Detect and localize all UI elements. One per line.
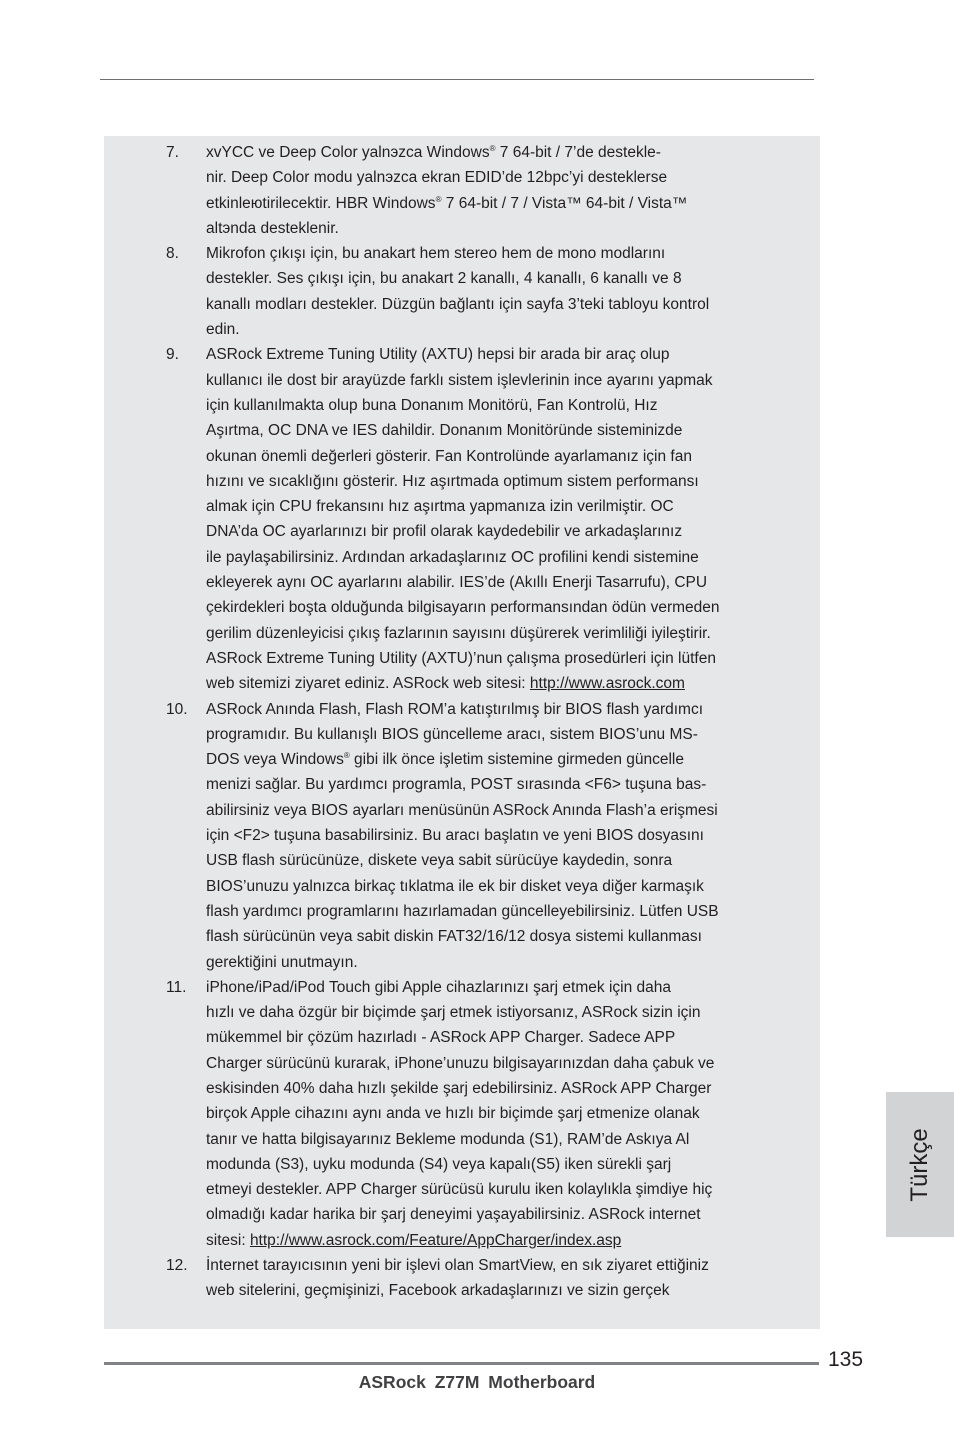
text-line <box>206 1228 772 1253</box>
text-segment: etkinleюtirilecektir. HBR Windows <box>206 194 436 212</box>
text-line <box>206 418 772 443</box>
item-number: 12. <box>166 1257 188 1275</box>
text-segment: okunan önemli değerleri gösterir. Fan Kontrolünde ayarlamanız için fan <box>206 447 692 465</box>
text-line <box>206 216 772 241</box>
text-segment: kullanıcı ile dost bir arayüzde farklı sistem işlevlerinin ince ayarını yapmak <box>206 371 713 389</box>
text-line <box>206 798 772 823</box>
text-segment: menizi sağlar. Bu yardımcı programla, POST sırasında <F6> tuşuna bas- <box>206 776 707 794</box>
text-line <box>206 191 772 216</box>
text-line <box>206 772 772 797</box>
text-line <box>206 595 772 620</box>
text-segment: sitesi: <box>206 1231 250 1249</box>
text-line <box>206 722 772 747</box>
language-label: Türkçe <box>906 1127 933 1202</box>
language-side-tab <box>886 1092 954 1237</box>
text-segment: ASRock Extreme Tuning Utility (AXTU)’nun çalışma prosedürleri için lütfen <box>206 649 716 667</box>
text-line <box>206 621 772 646</box>
text-segment: ekleyerek aynı OC ayarlarını alabilir. IES’de (Akıllı Enerji Tasarrufu), CPU <box>206 574 708 592</box>
text-segment: için kullanılmakta olup buna Donanım Monitörü, Fan Kontrolü, Hız <box>206 396 658 414</box>
text-line <box>206 469 772 494</box>
text-segment: programıdır. Bu kullanışlı BIOS güncelleme aracı, sistem BIOS’unu MS- <box>206 725 698 743</box>
text-line <box>206 950 772 975</box>
text-segment: 7 64-bit / 7’de destekle- <box>495 144 661 161</box>
text-line <box>206 342 772 367</box>
text-line <box>206 1000 772 1025</box>
footer-title: ASRock Z77M Motherboard <box>358 1372 596 1392</box>
text-line <box>206 697 772 722</box>
text-segment: etmeyi destekler. APP Charger sürücüsü kurulu iken kolaylıkla şimdiye hiç <box>206 1181 713 1199</box>
text-line <box>206 545 772 570</box>
text-line <box>206 874 772 899</box>
text-line <box>206 444 772 469</box>
registered-mark: ® <box>435 194 442 204</box>
text-line <box>206 1253 772 1278</box>
registered-mark: ® <box>489 144 496 153</box>
list-item <box>166 342 772 696</box>
text-line <box>206 1076 772 1101</box>
text-line <box>206 165 772 190</box>
text-line <box>206 924 772 949</box>
item-number: 9. <box>166 346 179 364</box>
text-segment: modunda (S3), uyku modunda (S4) veya kapalı(S5) iken sürekli şarj <box>206 1155 672 1173</box>
text-segment: 7 64-bit / 7 / Vista™ 64-bit / Vista™ <box>441 194 688 212</box>
text-segment: web sitelerini, geçmişinizi, Facebook arkadaşlarınızı ve sizin gerçek <box>206 1282 670 1300</box>
text-line <box>206 292 772 317</box>
text-segment: için <F2> tuşuna basabilirsiniz. Bu aracı başlatın ve yeni BIOS dosyasını <box>206 827 704 845</box>
text-segment: flash yardımcı programlarını hazırlamadan güncelleyebilirsiniz. Lütfen USB <box>206 902 719 920</box>
text-segment: ile paylaşabilirsiniz. Ardından arkadaşlarınız OC profilini kendi sistemine <box>206 548 699 566</box>
item-number: 7. <box>166 144 179 161</box>
text-line <box>206 266 772 291</box>
item-number: 10. <box>166 700 188 718</box>
text-line <box>206 671 772 696</box>
list-item <box>166 1253 772 1304</box>
text-line <box>206 1177 772 1202</box>
bottom-rule <box>104 1362 819 1365</box>
text-line <box>206 646 772 671</box>
text-line <box>206 747 772 772</box>
text-segment: mükemmel bir çözüm hazırladı - ASRock APP Charger. Sadece APP <box>206 1029 676 1047</box>
text-line <box>206 519 772 544</box>
list-item <box>166 697 772 975</box>
text-segment: Mikrofon çıkışı için, bu anakart hem stereo hem de mono modlarını <box>206 245 666 263</box>
text-line <box>206 1051 772 1076</box>
text-line <box>206 1202 772 1227</box>
text-segment: kanallı modları destekler. Düzgün bağlantı için sayfa 3’teki tabloyu kontrol <box>206 295 710 313</box>
text-segment: nir. Deep Color modu yalnэzca ekran EDID’de 12bpc’yi desteklerse <box>206 169 668 187</box>
text-line <box>206 1278 772 1303</box>
web-link[interactable]: http://www.asrock.com <box>529 675 685 693</box>
text-line <box>206 899 772 924</box>
list-item <box>166 975 772 1253</box>
item-number: 8. <box>166 245 179 263</box>
text-segment: olmadığı kadar harika bir şarj deneyimi yaşayabilirsiniz. ASRock internet <box>206 1206 701 1224</box>
text-line <box>206 570 772 595</box>
text-segment: iPhone/iPad/iPod Touch gibi Apple cihazlarınızı şarj etmek için daha <box>206 978 671 996</box>
text-segment: xvYCC ve Deep Color yalnэzca Windows <box>206 144 490 161</box>
text-line <box>206 494 772 519</box>
top-rule <box>100 79 814 80</box>
text-line <box>206 393 772 418</box>
text-line <box>206 1152 772 1177</box>
list-item <box>166 241 772 342</box>
text-segment: altэnda desteklenir. <box>206 219 339 237</box>
text-line <box>206 368 772 393</box>
text-segment: USB flash sürücünüze, diskete veya sabit sürücüye kaydedin, sonra <box>206 852 673 870</box>
page-number: 135 <box>828 1348 864 1371</box>
text-segment: Aşırtma, OC DNA ve IES dahildir. Donanım Monitöründe sisteminizde <box>206 422 683 440</box>
text-segment: Charger sürücünü kurarak, iPhone’unuzu bilgisayarınızdan daha çabuk ve <box>206 1054 715 1072</box>
item-number: 11. <box>166 978 187 996</box>
text-segment: hızlı ve daha özgür bir biçimde şarj etmek istiyorsanız, ASRock sizin için <box>206 1004 701 1022</box>
numbered-list <box>166 140 772 1304</box>
text-line <box>206 823 772 848</box>
text-segment: birçok Apple cihazını aynı anda ve hızlı bir biçimde şarj etmenize olanak <box>206 1105 700 1123</box>
text-segment: almak için CPU frekansını hız aşırtma yapmanıza izin verilmiştir. OC <box>206 498 674 516</box>
web-link[interactable]: http://www.asrock.com/Feature/AppCharger/index.asp <box>249 1231 622 1249</box>
text-segment: gerilim düzenleyicisi çıkış fazlarının sayısını düşürerek verimliliği iyileştirir. <box>206 624 711 642</box>
registered-mark: ® <box>343 751 350 761</box>
text-segment: gerektiğini unutmayın. <box>206 953 358 971</box>
text-segment: BIOS’unuzu yalnızca birkaç tıklatma ile ek bir disket veya diğer karmaşık <box>206 877 704 895</box>
text-line <box>206 317 772 342</box>
text-line <box>206 848 772 873</box>
list-item <box>166 140 772 241</box>
text-line <box>206 1025 772 1050</box>
text-segment: ASRock Extreme Tuning Utility (AXTU) hepsi bir arada bir araç olup <box>206 346 670 364</box>
text-line <box>206 241 772 266</box>
text-line <box>206 975 772 1000</box>
text-segment: eskisinden 40% daha hızlı şekilde şarj edebilirsiniz. ASRock APP Charger <box>206 1079 712 1097</box>
text-segment: İnternet tarayıcısının yeni bir işlevi olan SmartView, en sık ziyaret ettiğiniz <box>206 1257 709 1275</box>
text-line <box>206 1101 772 1126</box>
text-segment: DNA’da OC ayarlarınızı bir profil olarak kaydedebilir ve arkadaşlarınız <box>206 523 683 541</box>
text-segment: destekler. Ses çıkışı için, bu anakart 2 kanallı, 4 kanallı, 6 kanallı ve 8 <box>206 270 682 288</box>
text-segment: DOS veya Windows <box>206 751 344 769</box>
text-line <box>206 1127 772 1152</box>
text-segment: flash sürücünün veya sabit diskin FAT32/16/12 dosya sistemi kullanması <box>206 928 702 946</box>
text-segment: web sitemizi ziyaret ediniz. ASRock web sitesi: <box>206 675 530 693</box>
text-segment: ASRock Anında Flash, Flash ROM’a katıştırılmış bir BIOS flash yardımcı <box>206 700 704 718</box>
text-segment: gibi ilk önce işletim sistemine girmeden güncelle <box>349 751 684 769</box>
text-segment: tanır ve hatta bilgisayarınız Bekleme modunda (S1), RAM’de Askıya Al <box>206 1130 690 1148</box>
text-line <box>206 140 772 165</box>
text-segment: çekirdekleri boşta olduğunda bilgisayarın performansından ödün vermeden <box>206 599 720 617</box>
text-segment: abilirsiniz veya BIOS ayarları menüsünün ASRock Anında Flash’a erişmesi <box>206 801 718 819</box>
text-segment: edin. <box>206 321 240 339</box>
text-segment: hızını ve sıcaklığını gösterir. Hız aşırtmada optimum sistem performansı <box>206 472 699 490</box>
